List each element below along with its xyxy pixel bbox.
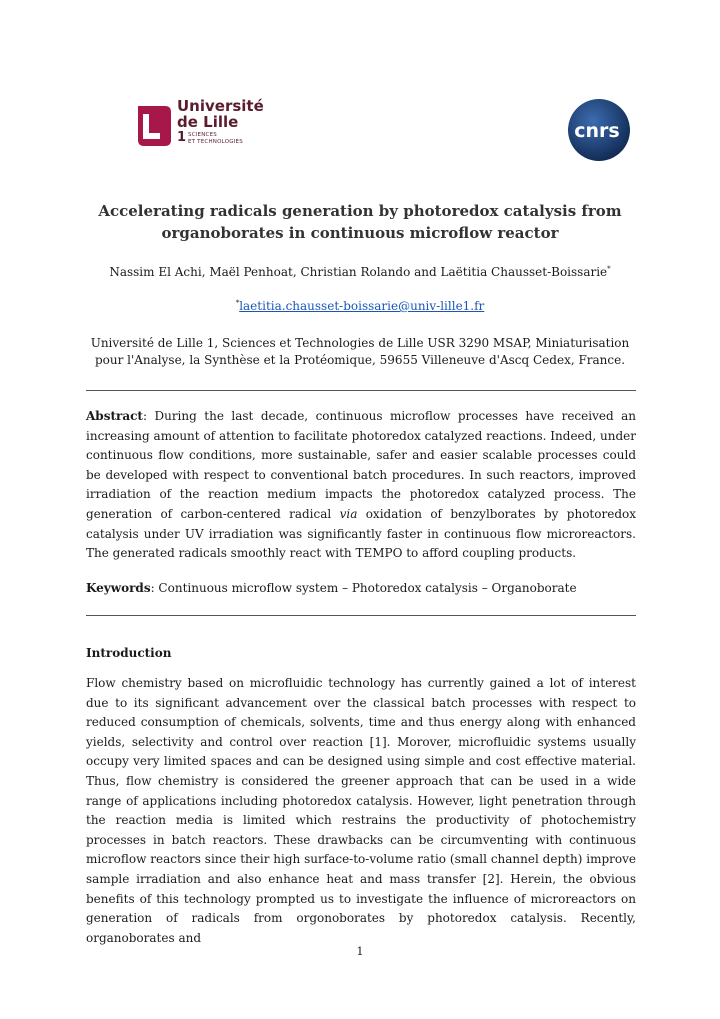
cnrs-logo-icon bbox=[567, 98, 631, 162]
university-number: 1 bbox=[177, 130, 187, 145]
affiliation-line2: pour l'Analyse, la Synthèse et la Protéomique, 59655 Villeneuve d'Ascq Cedex, France. bbox=[94, 353, 626, 367]
affiliation-line1: Université de Lille 1, Sciences et Technologies de Lille USR 3290 MSAP, Miniaturisation bbox=[90, 336, 630, 350]
abstract-via: via bbox=[339, 506, 358, 521]
cnrs-logo-text: cnrs bbox=[574, 120, 620, 142]
introduction-heading: Introduction bbox=[86, 646, 172, 660]
university-logo-mark-icon bbox=[135, 102, 173, 148]
abstract-paragraph bbox=[86, 407, 636, 564]
corresponding-author-mark: * bbox=[607, 265, 611, 273]
divider-bottom bbox=[86, 615, 636, 616]
email-mark: * bbox=[235, 299, 240, 307]
abstract-text-2: oxidation of benzylborates by photoredox catalysis under UV irradiation was significantly faster in continuous flow microreactors. The generated radicals smoothly react with TEMPO to afford coupling products. bbox=[86, 506, 636, 561]
affiliation bbox=[0, 335, 720, 369]
page-number: 1 bbox=[356, 945, 364, 958]
university-name-line1: Université bbox=[177, 97, 264, 115]
university-logo bbox=[135, 98, 265, 154]
university-sub-line2: ET TECHNOLOGIES bbox=[188, 139, 243, 145]
abstract-label: Abstract bbox=[86, 409, 143, 423]
keywords-paragraph bbox=[86, 579, 636, 599]
abstract-text-1: : During the last decade, continuous microflow processes have received an increasing amount of attention to facilitate photoredox catalyzed reactions. Indeed, under continuous flow conditions, more sustainable, safer and easier scalable processes could be developed with respect to conventional batch procedures. In such reactors, improved irradiation of the reaction medium impacts the photoredox catalyzed process. The generation of carbon-centered radical bbox=[86, 409, 636, 521]
paper-title-line1: Accelerating radicals generation by photoredox catalysis from bbox=[98, 202, 622, 220]
authors-text: Nassim El Achi, Maël Penhoat, Christian Rolando and Laëtitia Chausset-Boissarie bbox=[109, 265, 608, 279]
introduction-paragraph: Flow chemistry based on microfluidic technology has currently gained a lot of interest due to its significant advancement over the classical batch processes with respect to reduced consumption of chemicals, solvents, time and thus energy along with enhanced yields, selectivity and control over reaction [1]. Morover, microfluidic systems usually occupy very limited spaces and can be designed using simple and cost effective material. Thus, flow chemistry is considered the greener approach that can be used in a wide range of applications including photoredox catalysis. However, light penetration through the reaction media is limited which restrains the productivity of photochemistry processes in batch reactors. These drawbacks can be circumventing with continuous microflow reactors since their high surface-to-volume ratio (small channel depth) improve sample irradiation and also enhance heat and mass transfer [2]. Herein, the obvious benefits of this technology prompted us to investigate the influence of microreactors on generation of radicals from orgonoborates by photoredox catalysis. Recently, organoborates and bbox=[86, 676, 636, 945]
paper-title bbox=[0, 200, 720, 244]
keywords-label: Keywords bbox=[86, 581, 151, 595]
email-link[interactable]: laetitia.chausset-boissarie@univ-lille1.fr bbox=[239, 299, 485, 313]
keywords-text: : Continuous microflow system – Photoredox catalysis – Organoborate bbox=[150, 581, 577, 595]
university-sub-line1: SCIENCES bbox=[188, 132, 217, 138]
paper-title-line2: organoborates in continuous microflow reactor bbox=[161, 224, 559, 242]
author-list bbox=[0, 261, 720, 280]
corresponding-email bbox=[0, 295, 720, 314]
university-name-line2: de Lille bbox=[177, 113, 239, 131]
divider-top bbox=[86, 390, 636, 391]
